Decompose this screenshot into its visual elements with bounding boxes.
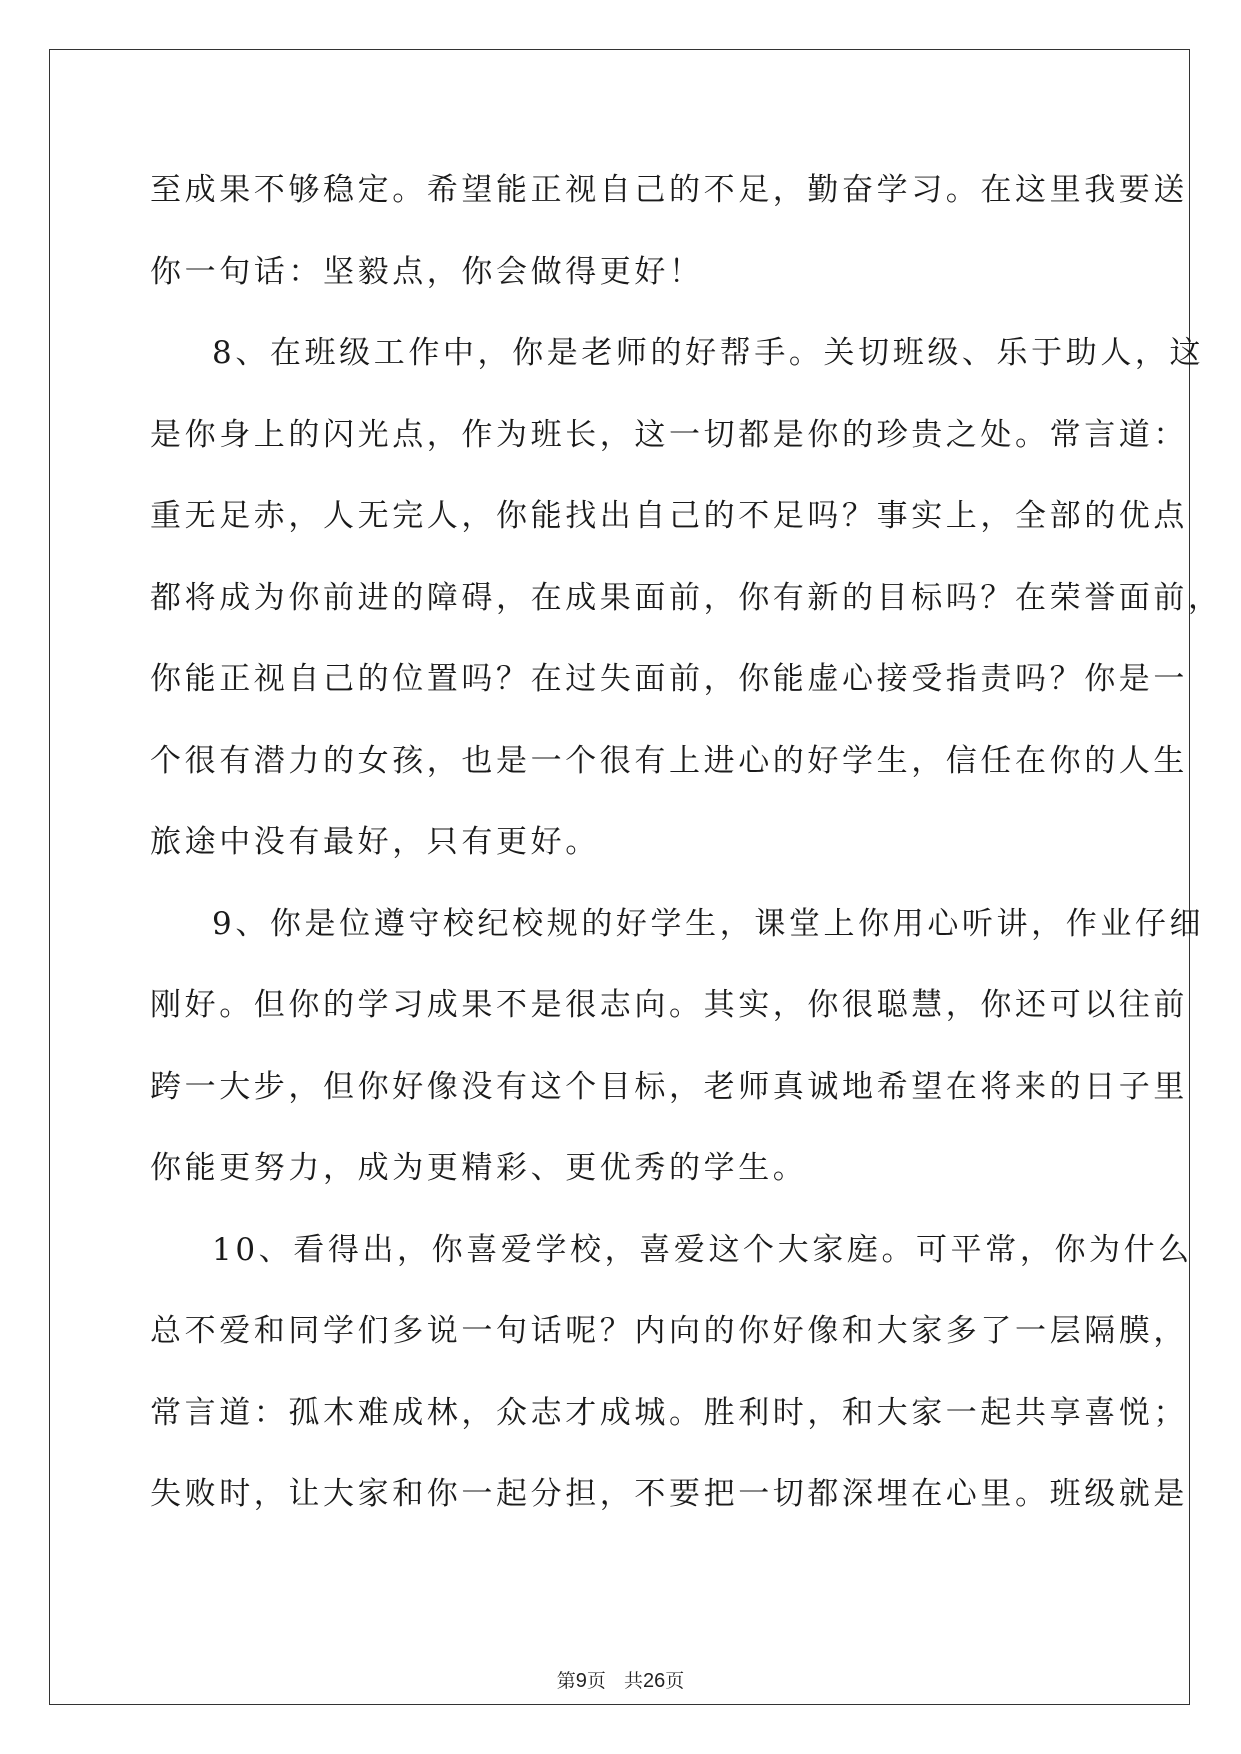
total-pages: 26: [642, 1670, 666, 1692]
text-line: 你能更努力，成为更精彩、更优秀的学生。: [150, 1150, 808, 1186]
paragraph-start-8: 8、在班级工作中，你是老师的好帮手。关切班级、乐于助人，这: [212, 335, 1205, 371]
text-line: 旅途中没有最好，只有更好。: [150, 824, 600, 860]
text-line: 总不爱和同学们多说一句话呢？内向的你好像和大家多了一层隔膜，: [150, 1313, 1188, 1349]
text-line: 你能正视自己的位置吗？在过失面前，你能虚心接受指责吗？你是一: [150, 661, 1188, 697]
paragraph-start-10: 10、看得出，你喜爱学校，喜爱这个大家庭。可平常，你为什么: [212, 1231, 1193, 1268]
text-line: 失败时，让大家和你一起分担，不要把一切都深埋在心里。班级就是: [150, 1476, 1188, 1512]
paragraph-start-9: 9、你是位遵守校纪校规的好学生，课堂上你用心听讲，作业仔细: [212, 905, 1205, 942]
text-line: 是你身上的闪光点，作为班长，这一切都是你的珍贵之处。常言道：: [150, 416, 1188, 453]
page-prefix: 第: [556, 1670, 576, 1692]
total-prefix: 共: [623, 1670, 643, 1692]
page-number: 9: [575, 1670, 587, 1692]
text-line: 常言道：孤木难成林，众志才成城。胜利时，和大家一起共享喜悦；: [150, 1394, 1188, 1431]
page-suffix: 页: [586, 1670, 606, 1692]
page-footer: [0, 1666, 1241, 1693]
text-line: 刚好。但你的学习成果不是很志向。其实，你很聪慧，你还可以往前: [150, 987, 1188, 1023]
text-line: 都将成为你前进的障碍，在成果面前，你有新的目标吗？在荣誉面前，: [150, 579, 1223, 616]
text-line: 个很有潜力的女孩，也是一个很有上进心的好学生，信任在你的人生: [150, 742, 1188, 779]
text-line: 跨一大步，但你好像没有这个目标，老师真诚地希望在将来的日子里: [150, 1068, 1188, 1105]
text-line: 重无足赤，人无完人，你能找出自己的不足吗？事实上，全部的优点: [150, 498, 1188, 534]
document-body: [150, 160, 1223, 1546]
total-suffix: 页: [665, 1670, 685, 1692]
text-line: 至成果不够稳定。希望能正视自己的不足，勤奋学习。在这里我要送: [150, 172, 1188, 208]
text-line: 你一句话：坚毅点，你会做得更好！: [150, 253, 704, 290]
